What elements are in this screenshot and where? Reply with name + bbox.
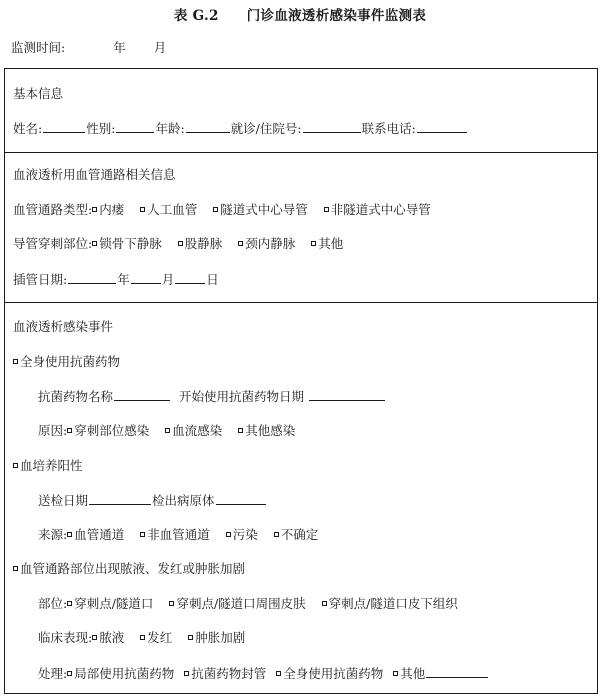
reason-label: 原因: bbox=[38, 423, 68, 438]
basic-info-row bbox=[13, 120, 468, 137]
checkbox-icon[interactable] bbox=[169, 601, 174, 606]
clinical-row bbox=[38, 630, 261, 646]
checkbox-icon[interactable] bbox=[322, 601, 327, 606]
form-title bbox=[0, 4, 600, 24]
reason-row bbox=[38, 423, 311, 439]
treatment-option[interactable]: 其他 bbox=[393, 666, 425, 681]
location-option[interactable]: 穿刺点/隧道口周围皮肤 bbox=[169, 596, 305, 611]
drug-name-field[interactable] bbox=[114, 388, 170, 401]
puncture-site-option[interactable]: 锁骨下静脉 bbox=[92, 236, 162, 251]
culture-row bbox=[38, 492, 267, 509]
source-option[interactable]: 非血管通道 bbox=[140, 527, 210, 542]
monitoring-year-label: 年 bbox=[113, 40, 126, 55]
access-type-row bbox=[13, 202, 447, 218]
visit-number-field[interactable] bbox=[303, 120, 361, 133]
monitoring-time-row bbox=[11, 38, 166, 56]
checkbox-icon[interactable] bbox=[184, 671, 189, 676]
reason-option[interactable]: 血流感染 bbox=[165, 423, 222, 438]
clinical-option[interactable]: 发红 bbox=[140, 630, 172, 645]
access-site-option[interactable]: 血管通路部位出现脓液、发红或肿胀加剧 bbox=[13, 561, 245, 577]
infection-heading: 血液透析感染事件 bbox=[13, 319, 114, 334]
checkbox-icon[interactable] bbox=[67, 601, 72, 606]
checkbox-icon[interactable] bbox=[165, 428, 170, 433]
phone-label: 联系电话: bbox=[361, 121, 416, 136]
checkbox-icon[interactable] bbox=[226, 532, 231, 537]
treatment-label: 处理: bbox=[38, 666, 68, 681]
checkbox-icon[interactable] bbox=[213, 207, 218, 212]
section-divider bbox=[5, 302, 597, 303]
access-type-option[interactable]: 人工血管 bbox=[140, 202, 197, 217]
checkbox-icon[interactable] bbox=[178, 241, 183, 246]
source-row bbox=[38, 527, 334, 543]
checkbox-icon[interactable] bbox=[140, 532, 145, 537]
checkbox-icon[interactable] bbox=[274, 532, 279, 537]
access-type-option[interactable]: 隧道式中心导管 bbox=[213, 202, 308, 217]
vascular-heading: 血液透析用血管通路相关信息 bbox=[13, 167, 176, 182]
insertion-date-label: 插管日期: bbox=[13, 272, 68, 287]
access-type-label: 血管通路类型: bbox=[13, 202, 93, 217]
insertion-year-label: 年 bbox=[117, 272, 130, 287]
name-label: 姓名: bbox=[13, 121, 43, 136]
source-label: 来源: bbox=[38, 527, 68, 542]
checkbox-icon[interactable] bbox=[92, 207, 97, 212]
checkbox-icon[interactable] bbox=[188, 635, 193, 640]
age-field[interactable] bbox=[186, 120, 230, 133]
visit-number-label: 就诊/住院号: bbox=[230, 121, 302, 136]
table-number: 表 G.2 bbox=[173, 8, 219, 24]
puncture-site-option[interactable]: 颈内静脉 bbox=[238, 236, 295, 251]
checkbox-icon[interactable] bbox=[140, 207, 145, 212]
checkbox-icon[interactable] bbox=[67, 428, 72, 433]
checkbox-icon[interactable] bbox=[67, 532, 72, 537]
checkbox-icon[interactable] bbox=[92, 635, 97, 640]
location-option[interactable]: 穿刺点/隧道口 bbox=[67, 596, 153, 611]
location-row bbox=[38, 596, 458, 612]
source-option[interactable]: 血管通道 bbox=[67, 527, 124, 542]
location-label: 部位: bbox=[38, 596, 68, 611]
reason-option[interactable]: 穿刺部位感染 bbox=[67, 423, 149, 438]
insertion-day-field[interactable] bbox=[175, 271, 205, 284]
checkbox-icon[interactable] bbox=[276, 671, 281, 676]
monitoring-time-label: 监测时间: bbox=[11, 40, 66, 55]
section-divider bbox=[5, 152, 597, 153]
blood-culture-option[interactable]: 血培养阳性 bbox=[13, 458, 83, 474]
submit-date-field[interactable] bbox=[89, 492, 151, 505]
clinical-label: 临床表现: bbox=[38, 630, 93, 645]
checkbox-icon[interactable] bbox=[311, 241, 316, 246]
start-date-field[interactable] bbox=[309, 388, 385, 401]
gender-label: 性别: bbox=[86, 121, 116, 136]
treatment-other-field[interactable] bbox=[426, 665, 488, 678]
source-option[interactable]: 不确定 bbox=[274, 527, 319, 542]
checkbox-icon[interactable] bbox=[67, 671, 72, 676]
form-frame bbox=[4, 68, 598, 694]
checkbox-icon[interactable] bbox=[92, 241, 97, 246]
treatment-row bbox=[38, 665, 489, 682]
systemic-antibiotic-option[interactable]: 全身使用抗菌药物 bbox=[13, 354, 120, 370]
access-type-option[interactable]: 内瘘 bbox=[92, 202, 124, 217]
source-option[interactable]: 污染 bbox=[226, 527, 258, 542]
gender-field[interactable] bbox=[116, 120, 154, 133]
checkbox-icon[interactable] bbox=[13, 359, 18, 364]
table-name: 门诊血液透析感染事件监测表 bbox=[246, 8, 427, 24]
reason-option[interactable]: 其他感染 bbox=[238, 423, 295, 438]
age-label: 年龄: bbox=[155, 121, 185, 136]
insertion-day-label: 日 bbox=[206, 272, 219, 287]
puncture-site-option[interactable]: 其他 bbox=[311, 236, 343, 251]
clinical-option[interactable]: 脓液 bbox=[92, 630, 124, 645]
checkbox-icon[interactable] bbox=[13, 566, 18, 571]
checkbox-icon[interactable] bbox=[324, 207, 329, 212]
treatment-option[interactable]: 抗菌药物封管 bbox=[184, 666, 266, 681]
puncture-site-row bbox=[13, 236, 359, 252]
insertion-month-label: 月 bbox=[161, 272, 175, 287]
start-date-label: 开始使用抗菌药物日期 bbox=[178, 389, 304, 404]
checkbox-icon[interactable] bbox=[238, 428, 243, 433]
checkbox-icon[interactable] bbox=[13, 463, 18, 468]
checkbox-icon[interactable] bbox=[238, 241, 243, 246]
pathogen-label: 检出病原体 bbox=[152, 493, 215, 508]
basic-info-heading: 基本信息 bbox=[13, 86, 64, 101]
insertion-year-field[interactable] bbox=[68, 271, 116, 284]
checkbox-icon[interactable] bbox=[393, 671, 398, 676]
puncture-site-option[interactable]: 股静脉 bbox=[178, 236, 223, 251]
clinical-option[interactable]: 肿胀加剧 bbox=[188, 630, 245, 645]
name-field[interactable] bbox=[43, 120, 85, 133]
puncture-site-label: 导管穿刺部位: bbox=[13, 236, 93, 251]
access-type-option[interactable]: 非隧道式中心导管 bbox=[324, 202, 431, 217]
insertion-date-row bbox=[13, 271, 219, 288]
submit-date-label: 送检日期 bbox=[38, 493, 89, 508]
drug-name-label: 抗菌药物名称 bbox=[38, 389, 114, 404]
treatment-option[interactable]: 局部使用抗菌药物 bbox=[67, 666, 174, 681]
phone-field[interactable] bbox=[417, 120, 467, 133]
checkbox-icon[interactable] bbox=[140, 635, 145, 640]
treatment-option[interactable]: 全身使用抗菌药物 bbox=[276, 666, 383, 681]
location-option[interactable]: 穿刺点/隧道口皮下组织 bbox=[322, 596, 458, 611]
pathogen-field[interactable] bbox=[216, 492, 266, 505]
monitoring-month-label: 月 bbox=[153, 40, 167, 55]
insertion-month-field[interactable] bbox=[131, 271, 161, 284]
drug-row bbox=[38, 388, 386, 405]
